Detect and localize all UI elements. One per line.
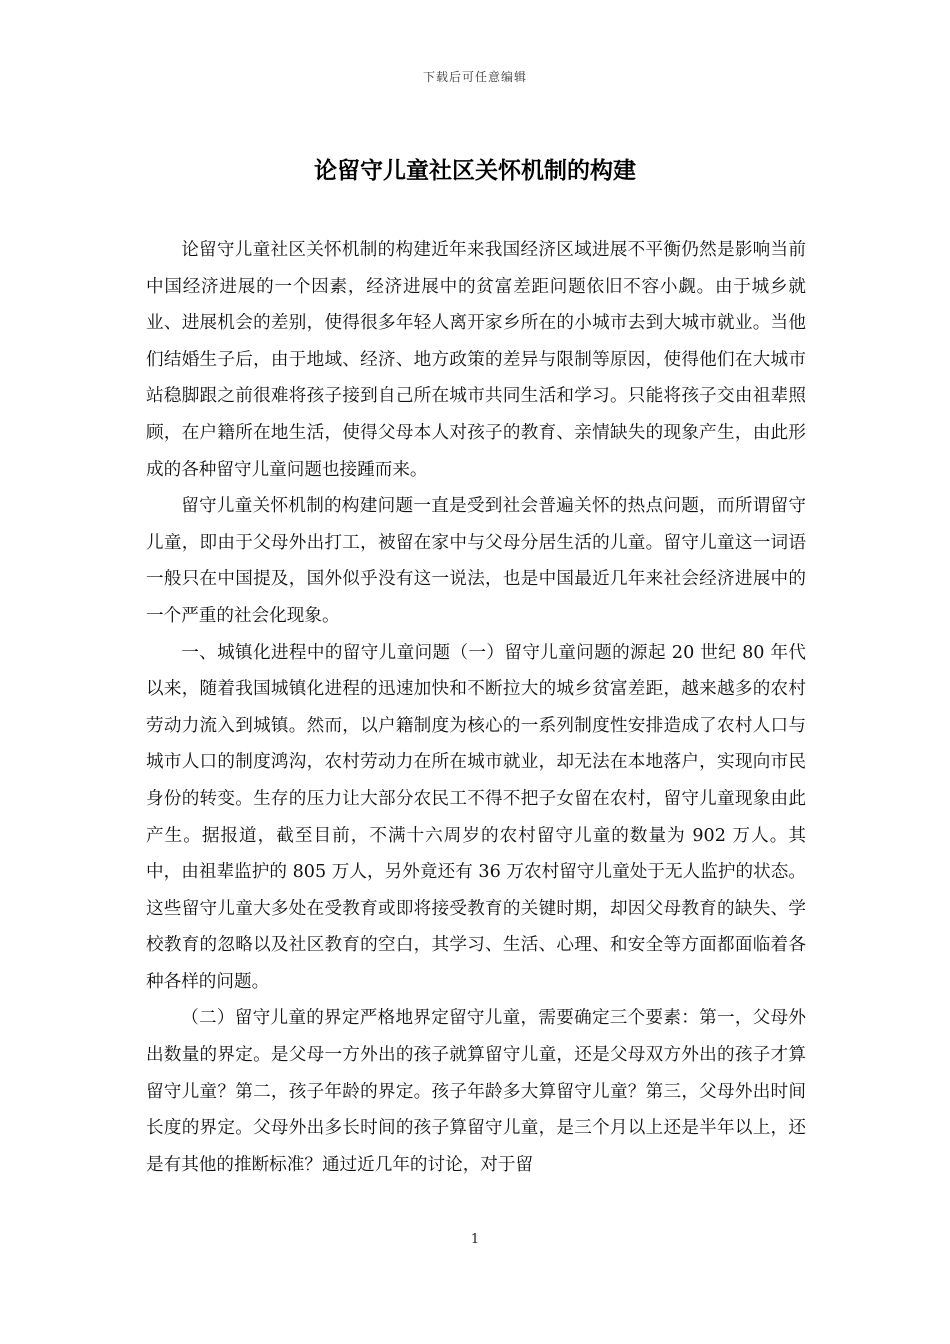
paragraph-section-two: （二）留守儿童的界定严格地界定留守儿童，需要确定三个要素：第一，父母外出数量的界定。是父母一方外出的孩子就算留守儿童，还是父母双方外出的孩子才算留守儿童？第二，孩子年龄的界定。孩子年龄多大算留守儿童？第三，父母外出时间长度的界定。父母外出多长时间的孩子算留守儿童，是三个月以上还是半年以上，还是有其他的推断标准？通过近几年的讨论，对于留: [146, 1008, 806, 1175]
paragraph-section-one: 一、城镇化进程中的留守儿童问题（一）留守儿童问题的源起 20 世纪 80 年代以来，随着我国城镇化进程的迅速加快和不断拉大的城乡贫富差距，越来越多的农村劳动力流入到城镇。然而，以户籍制度为核心的一系列制度性安排造成了农村人口与城市人口的制度鸿沟，农村劳动力在所在城市就业，却无法在本地落户，实现向市民身份的转变。生存的压力让大部分农民工不得不把子女留在农村，留守儿童现象由此产生。据报道，截至目前，不满十六周岁的农村留守儿童的数量为 902 万人。其中，由祖辈监护的 805 万人，另外竟还有 36 万农村留守儿童处于无人监护的状态。这些留守儿童大多处在受教育或即将接受教育的关键时期，却因父母教育的缺失、学校教育的忽略以及社区教育的空白，其学习、生活、心理、和安全等方面都面临着各种各样的问题。: [146, 642, 806, 992]
paragraph-definition: 留守儿童关怀机制的构建问题一直是受到社会普遍关怀的热点问题，而所谓留守儿童，即由于父母外出打工，被留在家中与父母分居生活的儿童。留守儿童这一词语一般只在中国提及，国外似乎没有这一说法，也是中国最近几年来社会经济进展中的一个严重的社会化现象。: [146, 496, 806, 626]
document-body: [146, 232, 806, 1183]
header-note: 下载后可任意编辑: [422, 70, 527, 84]
page-number: 1: [470, 1232, 480, 1247]
paragraph-intro: 论留守儿童社区关怀机制的构建近年来我国经济区域进展不平衡仍然是影响当前中国经济进展的一个因素，经济进展中的贫富差距问题依旧不容小觑。由于城乡就业、进展机会的差别，使得很多年轻人离开家乡所在的小城市去到大城市就业。当他们结婚生子后，由于地域、经济、地方政策的差异与限制等原因，使得他们在大城市站稳脚跟之前很难将孩子接到自己所在城市共同生活和学习。只能将孩子交由祖辈照顾，在户籍所在地生活，使得父母本人对孩子的教育、亲情缺失的现象产生，由此形成的各种留守儿童问题也接踵而来。: [146, 240, 806, 480]
document-title: 论留守儿童社区关怀机制的构建: [314, 158, 636, 184]
